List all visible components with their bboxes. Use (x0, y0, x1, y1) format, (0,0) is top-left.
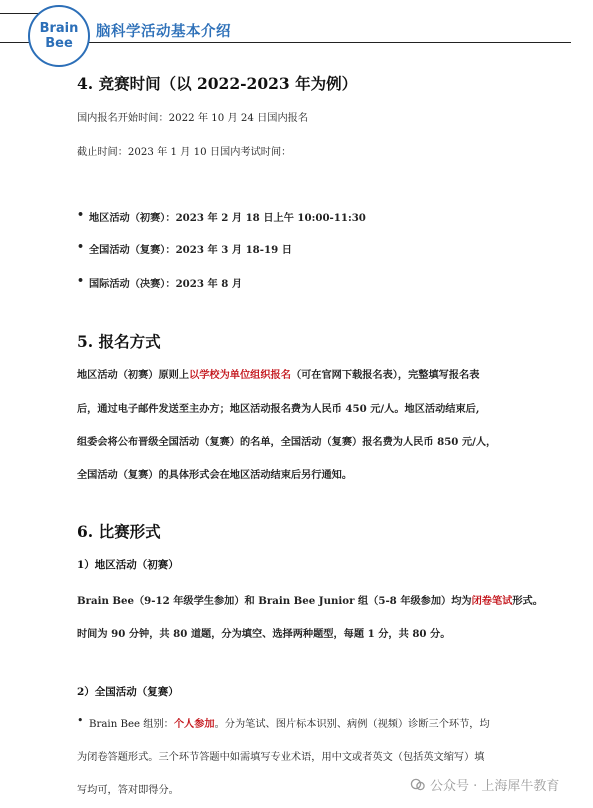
wechat-official-icon (410, 777, 426, 793)
s6-bullet-line1 (77, 715, 490, 730)
section5-heading: 5. 报名方式 (77, 332, 161, 351)
s6-sub1: 1）地区活动（初赛） (77, 559, 179, 571)
wechat-watermark (410, 775, 559, 794)
s6-para1-b: 形式。 (512, 595, 543, 607)
s6-bullet-line3: 写均可，答对即得分。 (77, 785, 179, 796)
s4-item-regional: • 地区活动（初赛）：2023 年 2 月 18 日上午 10:00-11:30 (77, 209, 366, 224)
header-title: 脑科学活动基本介绍 (96, 24, 231, 40)
brain-bee-logo (28, 5, 90, 67)
s5-line1 (77, 366, 479, 381)
s5-line1-highlight: 以学校为单位组织报名 (189, 369, 291, 381)
s4-reg-start: 国内报名开始时间：2022 年 10 月 24 日国内报名 (77, 113, 309, 124)
s4-item-international: • 国际活动（决赛）：2023 年 8 月 (77, 275, 242, 290)
s5-line3: 组委会将公布晋级全国活动（复赛）的名单，全国活动（复赛）报名费为人民币 850 元/人， (77, 436, 497, 448)
s6-bullet-highlight: 个人参加 (173, 718, 215, 730)
s5-line4: 全国活动（复赛）的具体形式会在地区活动结束后另行通知。 (77, 469, 353, 481)
s6-para1-a: Brain Bee（9-12 年级学生参加）和 Brain Bee Junior 组（5-8 年级参加）均为 (77, 595, 472, 607)
logo-line2: Bee (45, 36, 73, 51)
s6-bullet-b: 。分为笔试、图片标本识别、病例（视频）诊断三个环节，均 (214, 719, 490, 730)
logo-line1: Brain (39, 21, 79, 36)
s6-sub2: 2）全国活动（复赛） (77, 686, 179, 698)
s6-para1 (77, 592, 543, 607)
s6-bullet-a: Brain Bee 组别： (89, 719, 174, 730)
s6-bullet-line2: 为闭卷答题形式。三个环节答题中如需填写专业术语，用中文或者英文（包括英文缩写）填 (77, 752, 485, 763)
s6-para1-highlight: 闭卷笔试 (471, 595, 513, 607)
s5-line1-b: （可在官网下载报名表），完整填写报名表 (290, 369, 480, 381)
s4-item-national: • 全国活动（复赛）：2023 年 3 月 18-19 日 (77, 241, 292, 256)
s5-line2: 后，通过电子邮件发送至主办方；地区活动报名费为人民币 450 元/人。地区活动结束后, (77, 403, 480, 415)
section6-heading: 6. 比赛形式 (77, 522, 161, 541)
s5-line1-a: 地区活动（初赛）原则上 (77, 369, 190, 381)
page-header (0, 0, 593, 70)
s6-para2: 时间为 90 分钟，共 80 道题，分为填空、选择两种题型，每题 1 分，共 80 分。 (77, 628, 451, 640)
section4-heading: 4. 竞赛时间（以 2022-2023 年为例） (77, 74, 358, 93)
watermark-text: 公众号 · 上海犀牛教育 (430, 779, 560, 794)
s4-deadline: 截止时间：2023 年 1 月 10 日国内考试时间： (77, 147, 292, 158)
